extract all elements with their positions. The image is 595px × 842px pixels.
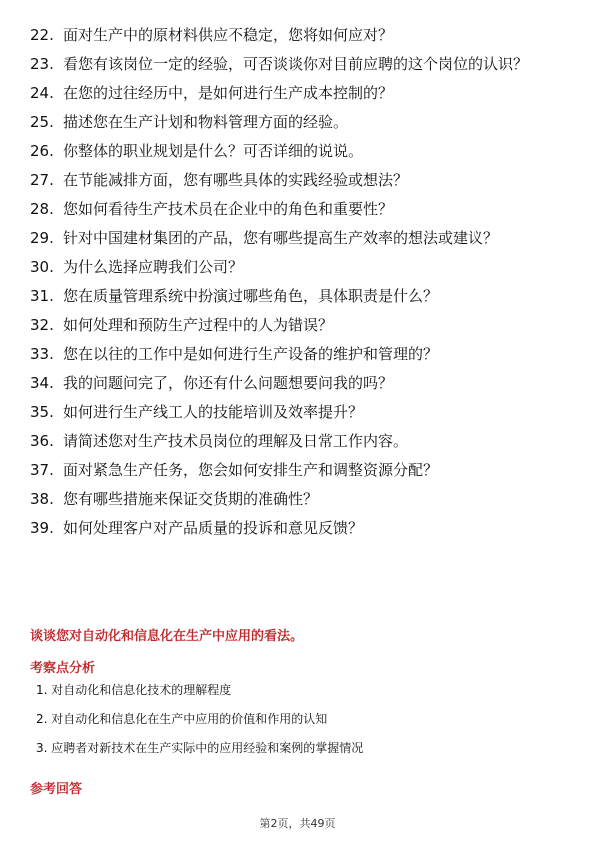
reference-answer-heading: 参考回答	[30, 782, 83, 797]
question-item	[30, 198, 570, 220]
question-item	[30, 53, 570, 75]
question-item	[30, 256, 570, 278]
question-item	[30, 372, 570, 394]
question-number: 27.	[30, 171, 54, 189]
question-item	[30, 343, 570, 365]
question-number: 31.	[30, 287, 54, 305]
question-item	[30, 459, 570, 481]
question-text: 在您的过往经历中，是如何进行生产成本控制的？	[63, 84, 394, 102]
question-text: 看您有该岗位一定的经验，可否谈谈你对目前应聘的这个岗位的认识？	[63, 55, 529, 73]
question-number: 24.	[30, 84, 54, 102]
question-item	[30, 285, 570, 307]
question-number: 39.	[30, 519, 54, 537]
analysis-heading: 考察点分析	[30, 661, 96, 676]
question-text: 您如何看待生产技术员在企业中的角色和重要性？	[63, 200, 394, 218]
question-number: 36.	[30, 432, 54, 450]
question-number: 30.	[30, 258, 54, 276]
question-text: 在节能减排方面，您有哪些具体的实践经验或想法？	[63, 171, 409, 189]
question-item	[30, 314, 570, 336]
question-text: 你整体的职业规划是什么？可否详细的说说。	[63, 142, 364, 160]
question-number: 26.	[30, 142, 54, 160]
question-number: 34.	[30, 374, 54, 392]
analysis-point: 1. 对自动化和信息化技术的理解程度	[36, 683, 232, 697]
question-number: 29.	[30, 229, 54, 247]
question-number: 28.	[30, 200, 54, 218]
analysis-point: 2. 对自动化和信息化在生产中应用的价值和作用的认知	[36, 712, 328, 726]
question-list	[30, 24, 570, 546]
question-text: 针对中国建材集团的产品，您有哪些提高生产效率的想法或建议？	[63, 229, 499, 247]
question-number: 25.	[30, 113, 54, 131]
question-text: 如何处理和预防生产过程中的人为错误？	[63, 316, 334, 334]
question-number: 33.	[30, 345, 54, 363]
page-footer: 第2页，共49页	[259, 817, 336, 830]
question-text: 您有哪些措施来保证交货期的准确性？	[63, 490, 319, 508]
question-text: 请简述您对生产技术员岗位的理解及日常工作内容。	[63, 432, 409, 450]
question-text: 面对生产中的原材料供应不稳定，您将如何应对？	[63, 26, 394, 44]
question-text: 您在质量管理系统中扮演过哪些角色，具体职责是什么？	[63, 287, 439, 305]
question-number: 38.	[30, 490, 54, 508]
question-text: 面对紧急生产任务，您会如何安排生产和调整资源分配？	[63, 461, 439, 479]
question-number: 22.	[30, 26, 54, 44]
question-item	[30, 488, 570, 510]
question-item	[30, 82, 570, 104]
question-item	[30, 24, 570, 46]
question-text: 您在以往的工作中是如何进行生产设备的维护和管理的？	[63, 345, 439, 363]
question-item	[30, 430, 570, 452]
question-text: 如何进行生产线工人的技能培训及效率提升？	[63, 403, 364, 421]
question-number: 37.	[30, 461, 54, 479]
question-text: 如何处理客户对产品质量的投诉和意见反馈？	[63, 519, 364, 537]
question-item	[30, 227, 570, 249]
question-text: 为什么选择应聘我们公司？	[63, 258, 244, 276]
question-item	[30, 401, 570, 423]
analysis-points-list	[36, 682, 566, 769]
question-text: 我的问题问完了，你还有什么问题想要问我的吗？	[63, 374, 394, 392]
question-number: 35.	[30, 403, 54, 421]
question-number: 32.	[30, 316, 54, 334]
question-item	[30, 169, 570, 191]
question-item	[30, 111, 570, 133]
question-item	[30, 517, 570, 539]
section-question-title: 谈谈您对自动化和信息化在生产中应用的看法。	[30, 629, 304, 644]
analysis-point: 3. 应聘者对新技术在生产实际中的应用经验和案例的掌握情况	[36, 741, 364, 755]
question-item	[30, 140, 570, 162]
question-text: 描述您在生产计划和物料管理方面的经验。	[63, 113, 349, 131]
question-number: 23.	[30, 55, 54, 73]
